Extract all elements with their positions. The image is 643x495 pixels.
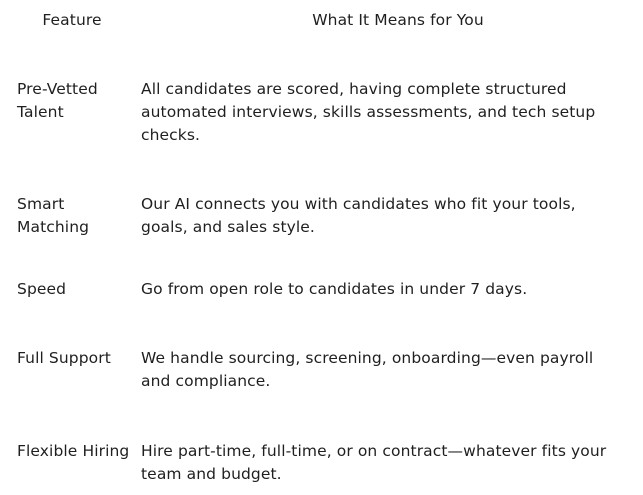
table-header-row	[0, 0, 643, 40]
description-cell: Hire part-time, full-time, or on contract—whatever fits your team and budget.	[141, 442, 607, 483]
feature-cell: Smart Matching	[17, 195, 90, 236]
description-cell: Our AI connects you with candidates who fit your tools, goals, and sales style.	[141, 195, 576, 236]
table-row	[0, 316, 643, 408]
table-row	[0, 40, 643, 155]
header-what-it-means: What It Means for You	[312, 11, 484, 29]
feature-cell: Pre-Vetted Talent	[17, 80, 98, 121]
feature-cell: Flexible Hiring	[17, 442, 130, 460]
table-row	[0, 408, 643, 495]
feature-cell: Speed	[17, 280, 67, 298]
description-cell: We handle sourcing, screening, onboarding—even payroll and compliance.	[141, 349, 594, 390]
table-row	[0, 247, 643, 316]
table-row	[0, 155, 643, 247]
header-feature: Feature	[42, 11, 102, 29]
description-cell: Go from open role to candidates in under 7 days.	[141, 280, 528, 298]
feature-cell: Full Support	[17, 349, 111, 367]
description-cell: All candidates are scored, having complete structured automated interviews, skills assessments, and tech setup checks.	[141, 80, 596, 144]
